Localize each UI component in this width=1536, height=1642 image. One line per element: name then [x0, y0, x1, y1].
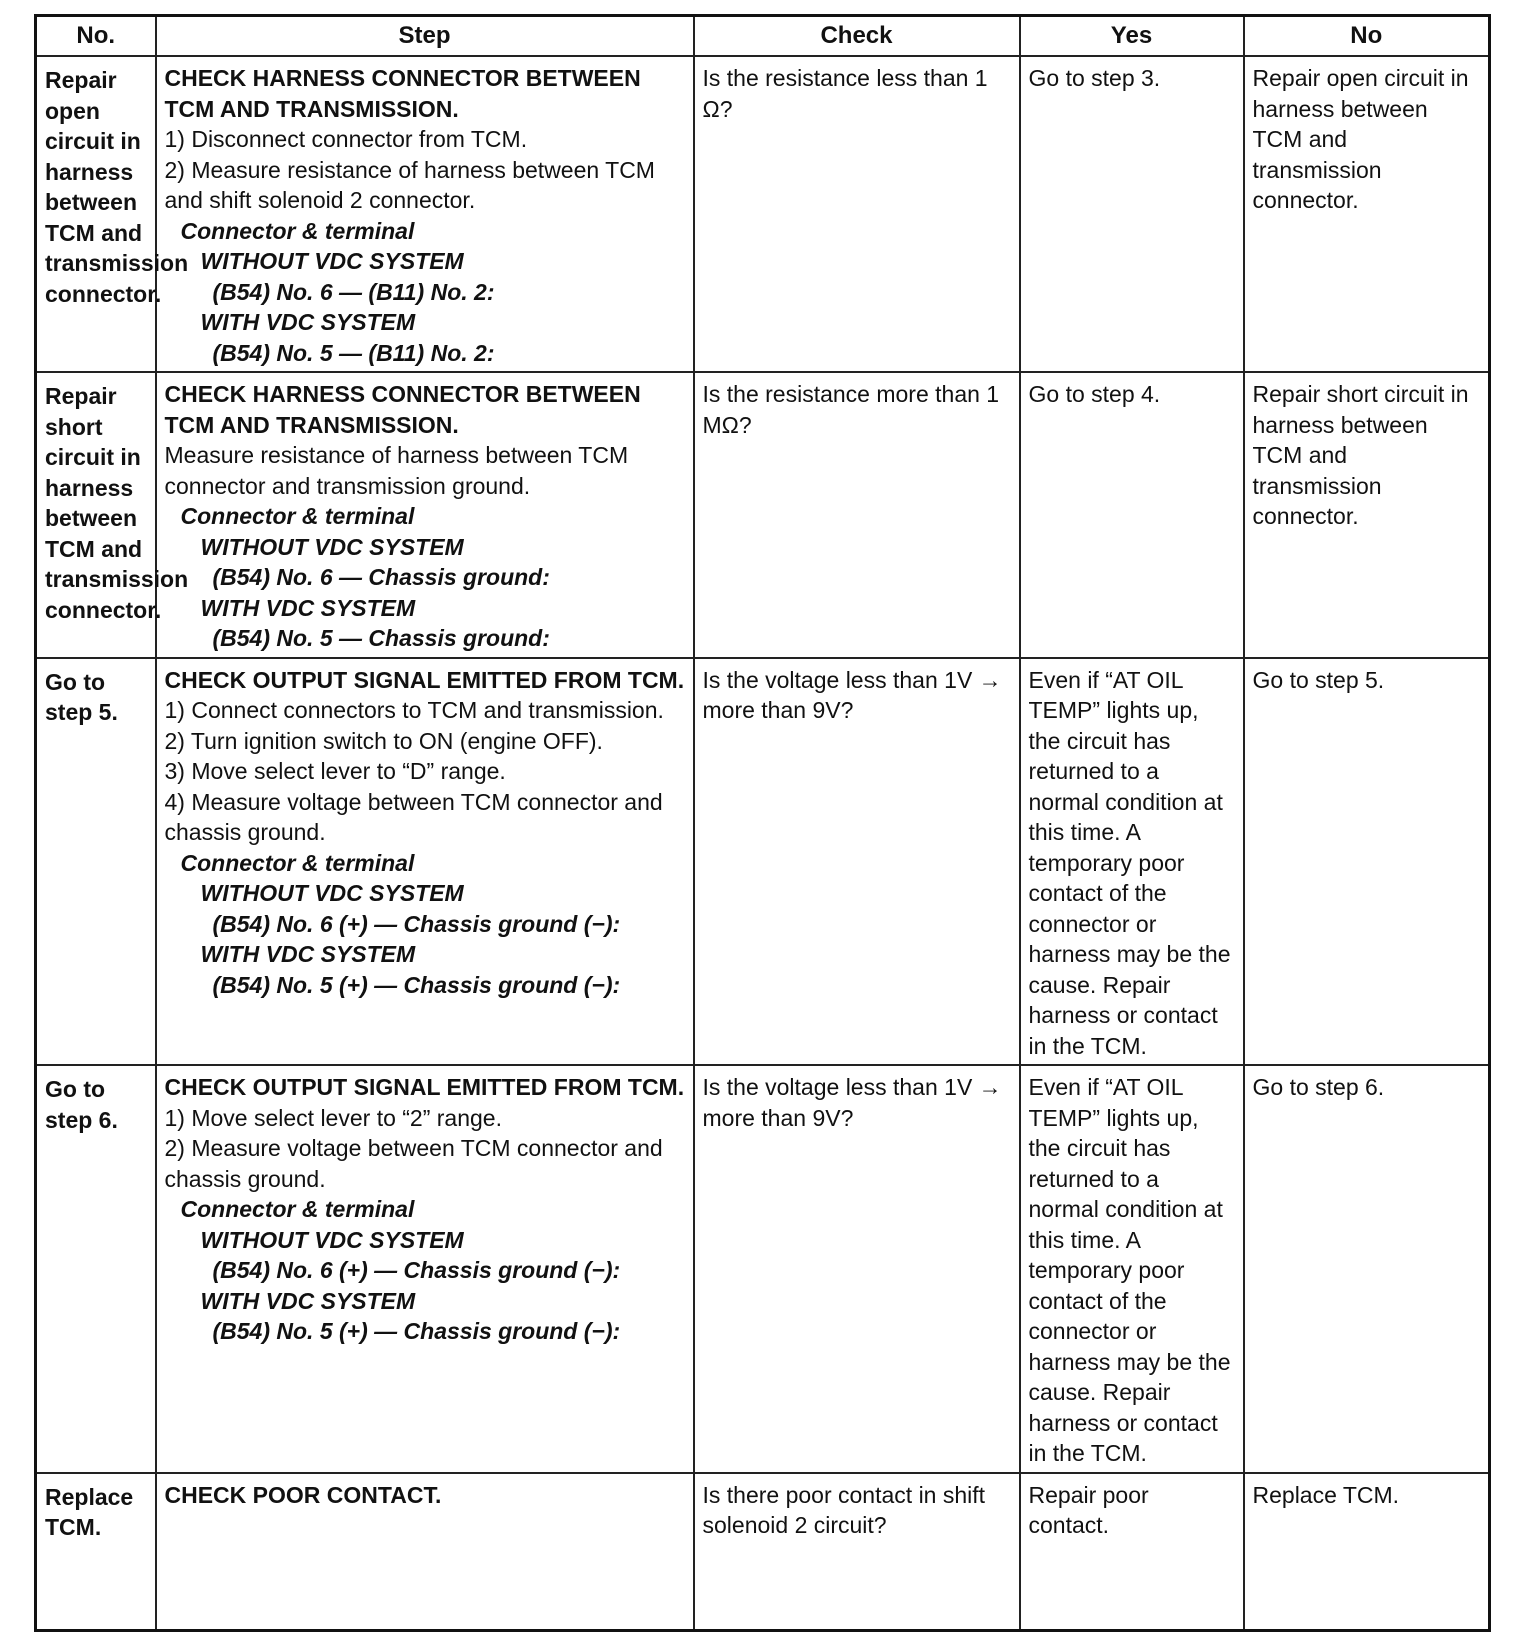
terminal-spec: (B54) No. 6 (+) — Chassis ground (−):	[212, 910, 621, 937]
terminal-spec: (B54) No. 5 (+) — Chassis ground (−):	[212, 1318, 621, 1344]
no-cell: Go to step 5.	[1244, 658, 1490, 1066]
no-cell: Replace TCM.	[1244, 1473, 1490, 1631]
step-title: CHECK OUTPUT SIGNAL EMITTED FROM TCM.	[164, 1074, 685, 1100]
check-cell: Is the voltage less than 1V → more than 9V?	[694, 658, 1020, 1066]
table-row	[36, 658, 1490, 1066]
check-cell: Is the voltage less than 1V → more than 9V?	[694, 1065, 1020, 1473]
step-cell	[156, 372, 694, 658]
terminal-spec: (B54) No. 5 — (B11) No. 2:	[212, 339, 495, 366]
step-instruction: 4) Measure voltage between TCM connector and chassis ground.	[164, 788, 663, 845]
yes-cell: Even if “AT OIL TEMP” lights up, the circuit has returned to a normal condition at this time. A temporary poor contact of the connector or harness may be the cause. Repair harness or contact in the TCM.	[1020, 1065, 1244, 1473]
header-yes: Yes	[1020, 16, 1244, 57]
step-instruction: 1) Move select lever to “2” range.	[164, 1104, 502, 1131]
step-cell	[156, 1065, 694, 1473]
check-cell: Is there poor contact in shift solenoid 2 circuit?	[694, 1473, 1020, 1631]
yes-cell: Go to step 3.	[1020, 56, 1244, 372]
yes-cell: Repair poor contact.	[1020, 1473, 1244, 1631]
table-row	[36, 1065, 1490, 1473]
step-number: Repair short circuit in harness between TCM and transmission connector.	[36, 372, 156, 658]
step-title: CHECK POOR CONTACT.	[164, 1481, 442, 1508]
yes-cell: Even if “AT OIL TEMP” lights up, the circuit has returned to a normal condition at this time. A temporary poor contact of the connector or harness may be the cause. Repair harness or contact in the TCM.	[1020, 658, 1244, 1066]
system-label: WITHOUT VDC SYSTEM	[200, 1226, 464, 1253]
step-instruction: 3) Move select lever to “D” range.	[164, 758, 506, 784]
step-cell	[156, 1473, 694, 1631]
step-title: CHECK HARNESS CONNECTOR BETWEEN TCM AND TRANSMISSION.	[164, 65, 641, 122]
step-title: CHECK HARNESS CONNECTOR BETWEEN TCM AND TRANSMISSION.	[164, 381, 641, 438]
system-label: WITH VDC SYSTEM	[200, 594, 416, 621]
system-label: WITHOUT VDC SYSTEM	[200, 533, 464, 560]
table-row	[36, 56, 1490, 372]
terminal-spec: (B54) No. 6 — Chassis ground:	[212, 564, 550, 590]
header-row	[36, 16, 1490, 57]
diagnostic-table	[34, 14, 1491, 1632]
step-instruction: 2) Turn ignition switch to ON (engine OFF).	[164, 727, 603, 754]
step-cell	[156, 56, 694, 372]
terminal-spec: (B54) No. 6 — (B11) No. 2:	[212, 278, 495, 305]
step-number: Go to step 6.	[36, 1065, 156, 1473]
step-instruction: Measure resistance of harness between TCM connector and transmission ground.	[164, 442, 629, 499]
step-cell	[156, 658, 694, 1066]
no-cell: Go to step 6.	[1244, 1065, 1490, 1473]
system-label: WITH VDC SYSTEM	[200, 941, 416, 967]
diagnostic-table-sheet	[34, 14, 1488, 1632]
no-cell: Repair open circuit in harness between TCM and transmission connector.	[1244, 56, 1490, 372]
table-row	[36, 372, 1490, 658]
header-no: No.	[36, 16, 156, 57]
system-label: WITH VDC SYSTEM	[200, 309, 416, 335]
terminal-spec: (B54) No. 6 (+) — Chassis ground (−):	[212, 1257, 621, 1283]
no-cell: Repair short circuit in harness between TCM and transmission connector.	[1244, 372, 1490, 658]
connector-terminal-label: Connector & terminal	[180, 503, 415, 529]
check-cell: Is the resistance more than 1 MΩ?	[694, 372, 1020, 658]
terminal-spec: (B54) No. 5 — Chassis ground:	[212, 625, 550, 651]
step-instruction: 1) Connect connectors to TCM and transmission.	[164, 697, 664, 723]
step-instruction: 2) Measure voltage between TCM connector and chassis ground.	[164, 1135, 663, 1192]
connector-terminal-label: Connector & terminal	[180, 1196, 415, 1222]
connector-terminal-label: Connector & terminal	[180, 217, 415, 244]
system-label: WITHOUT VDC SYSTEM	[200, 248, 464, 274]
step-number: Repair open circuit in harness between TCM and transmission connector.	[36, 56, 156, 372]
step-instruction: 1) Disconnect connector from TCM.	[164, 126, 528, 152]
yes-cell: Go to step 4.	[1020, 372, 1244, 658]
connector-terminal-label: Connector & terminal	[180, 849, 415, 876]
header-step: Step	[156, 16, 694, 57]
step-number: Replace TCM.	[36, 1473, 156, 1631]
step-title: CHECK OUTPUT SIGNAL EMITTED FROM TCM.	[164, 666, 685, 693]
header-check: Check	[694, 16, 1020, 57]
step-instruction: 2) Measure resistance of harness between TCM and shift solenoid 2 connector.	[164, 156, 655, 213]
step-number: Go to step 5.	[36, 658, 156, 1066]
check-cell: Is the resistance less than 1 Ω?	[694, 56, 1020, 372]
system-label: WITH VDC SYSTEM	[200, 1287, 416, 1314]
header-no-result: No	[1244, 16, 1490, 57]
terminal-spec: (B54) No. 5 (+) — Chassis ground (−):	[212, 971, 621, 998]
table-row	[36, 1473, 1490, 1631]
system-label: WITHOUT VDC SYSTEM	[200, 880, 464, 906]
